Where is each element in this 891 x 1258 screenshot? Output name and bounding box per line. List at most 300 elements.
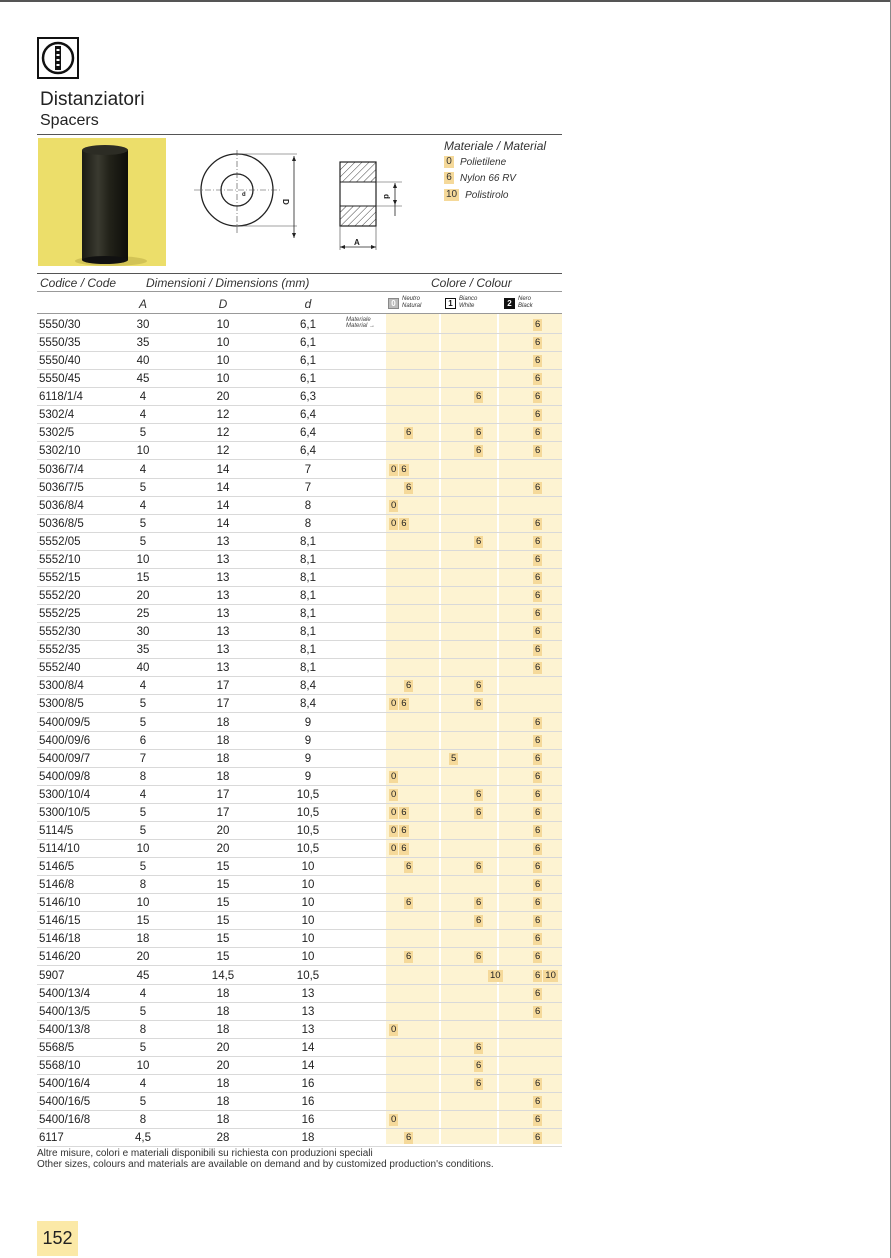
colour-black-materials [533, 970, 559, 982]
product-code: 5552/25 [39, 608, 81, 621]
drawing-label-D: D [281, 199, 290, 205]
dim-d-value: 6,4 [300, 409, 316, 422]
dim-A-value: 8 [139, 1114, 147, 1127]
dim-D-value: 10 [216, 355, 230, 368]
material-chip: 6 [535, 373, 541, 385]
table-row [37, 442, 562, 460]
colour-white-materials [488, 970, 504, 982]
dim-A-value: 30 [136, 319, 150, 331]
colour-black-materials [533, 1132, 543, 1144]
product-code: 5114/5 [39, 824, 74, 837]
colour-natural-materials [389, 771, 399, 783]
material-chip: 6 [476, 915, 482, 927]
material-chip: 6 [401, 698, 407, 710]
material-chip: 6 [535, 571, 541, 583]
dim-D-value: 13 [216, 644, 230, 657]
colour-black-materials [533, 789, 543, 801]
material-chip: 6 [476, 861, 482, 873]
dim-d-value: 8 [304, 499, 312, 512]
material-chip: 6 [476, 1077, 482, 1089]
colour-white-materials [474, 807, 484, 819]
colour-natural-materials [389, 843, 410, 855]
colour-white-materials [474, 391, 484, 403]
colour-black-materials [533, 572, 543, 584]
dim-A-value: 4 [139, 987, 147, 1000]
table-row [37, 587, 562, 605]
product-code: 5550/45 [39, 373, 81, 386]
page-title: Distanziatori [40, 89, 145, 110]
material-chip: 6 [476, 788, 482, 800]
table-row [37, 1111, 562, 1129]
dim-A-value: 5 [139, 698, 147, 711]
divider [37, 273, 562, 274]
dim-d-value: 10 [301, 879, 315, 892]
material-chip: 6 [535, 1096, 541, 1107]
dim-A-value: 20 [136, 590, 150, 603]
dim-d-value: 8,1 [300, 626, 316, 639]
table-row [37, 1003, 562, 1021]
colour-black-materials [533, 608, 543, 620]
product-code: 5400/16/4 [39, 1077, 91, 1090]
material-chip: 6 [535, 770, 541, 782]
material-chip: 6 [535, 879, 541, 891]
colour-white-materials [474, 1078, 484, 1090]
table-row [37, 1129, 562, 1147]
dim-D-value: 18 [216, 1077, 230, 1090]
table-row [37, 912, 562, 930]
product-code: 5568/5 [39, 1041, 75, 1054]
brand-logo-icon [37, 37, 79, 79]
dim-D-value: 15 [216, 951, 230, 964]
material-chip: 6 [476, 535, 482, 547]
dim-d-value: 14 [301, 1059, 315, 1072]
colour-natural-materials [404, 1132, 414, 1144]
material-chip: 6 [406, 951, 412, 963]
dim-D-value: 18 [216, 1023, 230, 1036]
material-chip: 0 [391, 1023, 397, 1035]
table-row [37, 659, 562, 677]
material-chip: 6 [401, 463, 407, 475]
dimensions-header: Dimensioni / Dimensions (mm) [146, 276, 310, 290]
colour-black-materials [533, 518, 543, 530]
dim-A-value: 8 [139, 1023, 147, 1036]
dim-D-value: 14,5 [211, 969, 235, 982]
spacer-photo-icon [38, 138, 166, 266]
colour-black-materials [533, 662, 543, 674]
dim-A-value: 4 [139, 391, 147, 404]
table-row [37, 424, 562, 442]
material-chip: 6 [406, 897, 412, 909]
colour-natural-materials [389, 807, 410, 819]
product-code: 6118/1/4 [39, 391, 83, 404]
colour-black-materials [533, 391, 543, 403]
dim-d-value: 13 [301, 987, 315, 1000]
dim-d-value: 8,1 [300, 590, 316, 603]
product-code: 5146/10 [39, 897, 81, 910]
divider [37, 291, 562, 292]
material-chip: 0 [391, 770, 397, 782]
material-chip: 10 [545, 969, 556, 981]
material-chip: 6 [535, 517, 541, 529]
colour-label-it: Bianco [459, 296, 478, 302]
material-chip: 6 [535, 734, 541, 746]
dim-D-value: 15 [216, 933, 230, 946]
colour-white-materials [474, 680, 484, 692]
colour-natural-materials [404, 482, 414, 494]
colour-black-materials [533, 879, 543, 891]
colour-natural-materials [404, 897, 414, 909]
material-chip: 6 [401, 806, 407, 818]
material-code: 6 [444, 172, 454, 184]
material-chip: 6 [535, 897, 541, 909]
colour-natural-materials [404, 861, 414, 873]
table-row [37, 858, 562, 876]
material-chip: 6 [535, 662, 541, 674]
colour-header: Colore / Colour [431, 276, 512, 290]
dim-A-value: 4 [139, 680, 147, 693]
material-chip: 6 [406, 481, 412, 493]
table-row [37, 822, 562, 840]
table-row [37, 714, 562, 732]
colour-white-materials [474, 427, 484, 439]
colour-black-header [504, 296, 558, 312]
colour-black-materials [533, 897, 543, 909]
dim-A-value: 4 [139, 499, 147, 512]
dim-A-value: 6 [139, 734, 147, 747]
colour-natural-materials [389, 1024, 399, 1036]
product-code: 5550/40 [39, 355, 81, 368]
dim-A-value: 30 [136, 626, 150, 639]
dim-A-value: 25 [136, 608, 150, 621]
material-code: 10 [446, 189, 458, 200]
material-chip: 0 [391, 517, 397, 529]
product-code: 5552/40 [39, 662, 81, 675]
dim-A-value: 10 [136, 445, 150, 458]
product-code: 5400/09/7 [39, 752, 91, 765]
colour-natural-materials [404, 951, 414, 963]
table-row [37, 985, 562, 1003]
colour-black-materials [533, 1114, 543, 1126]
material-chip: 6 [476, 951, 482, 963]
dim-A-value: 7 [139, 752, 147, 765]
colour-white-materials [474, 445, 484, 457]
material-chip: 6 [535, 861, 541, 873]
dim-A-value: 4,5 [135, 1132, 151, 1145]
material-chip: 6 [535, 626, 541, 638]
colour-natural-materials [389, 500, 399, 512]
material-chip: 10 [490, 969, 501, 981]
product-code: 5400/13/5 [39, 1005, 91, 1018]
material-chip: 0 [391, 499, 397, 511]
dim-d-value: 9 [304, 734, 312, 747]
colour-black-materials [533, 445, 543, 457]
dim-D-value: 10 [216, 373, 230, 386]
material-chip: 6 [535, 427, 541, 439]
colour-white-materials [474, 1060, 484, 1072]
colour-black-materials [533, 825, 543, 837]
table-row [37, 461, 562, 479]
dim-D-value: 17 [216, 680, 230, 693]
material-chip: 6 [476, 698, 482, 710]
dim-d-value: 10,5 [296, 843, 320, 856]
material-legend-item [444, 188, 508, 202]
table-row [37, 804, 562, 822]
product-code: 5146/5 [39, 861, 75, 874]
table-row [37, 840, 562, 858]
dim-D-value: 10 [216, 337, 230, 350]
product-code: 5400/09/6 [39, 734, 91, 747]
dim-A-value: 4 [139, 788, 147, 801]
dim-D-value: 20 [216, 1041, 230, 1054]
dim-D-value: 14 [216, 463, 230, 476]
dim-A-value: 10 [136, 553, 150, 566]
dim-d-value: 16 [301, 1096, 315, 1108]
table-row [37, 370, 562, 388]
material-chip: 6 [406, 861, 412, 873]
dim-D-value: 18 [216, 1114, 230, 1127]
table-row [37, 316, 562, 334]
colour-natural-materials [389, 518, 410, 530]
material-chip: 6 [535, 319, 541, 330]
dim-d-value: 6,1 [300, 337, 316, 350]
colour-black-materials [533, 427, 543, 439]
product-code: 5036/7/5 [39, 481, 84, 494]
product-code: 5552/30 [39, 626, 81, 639]
table-row [37, 605, 562, 623]
material-chip: 6 [535, 824, 541, 836]
colour-white-materials [474, 861, 484, 873]
dim-A-value: 4 [139, 1077, 147, 1090]
product-code: 5400/09/5 [39, 716, 91, 729]
material-chip: 6 [535, 1132, 541, 1144]
colour-box-black: 2 [504, 298, 515, 309]
colour-box-natural: 0 [388, 298, 399, 309]
material-chip: 6 [535, 806, 541, 818]
dim-d-value: 10 [301, 915, 315, 928]
dim-d-value: 16 [301, 1114, 315, 1127]
dim-d-value: 10 [301, 951, 315, 964]
material-code: 0 [444, 156, 454, 168]
colour-label-it: Neutro [402, 296, 421, 302]
dim-A-value: 10 [136, 1059, 150, 1072]
dim-d-value: 8,1 [300, 553, 316, 566]
material-label: Polistirolo [465, 189, 509, 201]
colour-label-black [518, 296, 533, 310]
material-chip: 6 [535, 391, 541, 403]
dim-d-value: 9 [304, 716, 312, 729]
material-chip: 6 [406, 1132, 412, 1144]
colour-black-materials [533, 807, 543, 819]
colour-label-natural [402, 296, 421, 310]
table-row [37, 352, 562, 370]
table-row [37, 948, 562, 966]
dim-D-value: 13 [216, 626, 230, 639]
colour-natural-materials [389, 1114, 399, 1126]
product-code: 5146/8 [39, 879, 75, 892]
dim-D-value: 12 [216, 427, 230, 440]
product-code: 5302/4 [39, 409, 75, 422]
dim-d-value: 8,1 [300, 535, 316, 548]
drawing-label-d-inner: d [242, 192, 246, 198]
product-code: 5907 [39, 969, 65, 982]
material-chip: 6 [535, 608, 541, 620]
colour-black-materials [533, 319, 543, 331]
dim-A-value: 40 [136, 662, 150, 675]
dim-D-value: 18 [216, 770, 230, 783]
table-row [37, 1021, 562, 1039]
table-row [37, 768, 562, 786]
material-label: Nylon 66 RV [460, 172, 516, 184]
colour-black-materials [533, 861, 543, 873]
table-row [37, 732, 562, 750]
dim-D-value: 17 [216, 788, 230, 801]
dim-d-value: 6,4 [300, 427, 316, 440]
divider [37, 134, 562, 135]
colour-white-materials [474, 897, 484, 909]
product-photo [38, 138, 166, 266]
material-chip: 6 [535, 535, 541, 547]
table-row [37, 551, 562, 569]
dim-d-value: 18 [301, 1132, 315, 1145]
material-chip: 6 [401, 824, 407, 836]
product-code: 5146/15 [39, 915, 81, 928]
material-chip: 6 [535, 590, 541, 602]
table-row [37, 894, 562, 912]
page-number: 152 [37, 1221, 78, 1256]
dim-d-value: 6,1 [300, 373, 316, 386]
dim-D-value: 20 [216, 843, 230, 856]
colour-white-materials [474, 915, 484, 927]
dim-D-value: 17 [216, 806, 230, 819]
dim-A-value: 20 [136, 951, 150, 964]
dim-header-d: d [304, 297, 312, 311]
colour-white-materials [474, 698, 484, 710]
material-chip: 0 [391, 806, 397, 818]
dim-d-value: 6,1 [300, 355, 316, 368]
dim-d-value: 16 [301, 1077, 315, 1090]
dim-D-value: 18 [216, 1005, 230, 1018]
material-chip: 6 [535, 1077, 541, 1089]
product-code: 5036/8/5 [39, 517, 84, 530]
material-chip: 6 [476, 680, 482, 692]
dim-d-value: 13 [301, 1005, 315, 1018]
colour-label-it: Nero [518, 296, 532, 302]
dim-d-value: 10,5 [296, 824, 320, 837]
colour-black-materials [533, 337, 543, 349]
colour-black-materials [533, 1006, 543, 1018]
dim-D-value: 18 [216, 734, 230, 747]
material-legend-title: Materiale / Material [444, 139, 547, 153]
material-chip: 6 [401, 517, 407, 529]
material-chip: 6 [476, 897, 482, 909]
colour-black-materials [533, 626, 543, 638]
product-code: 5036/8/4 [39, 499, 84, 512]
material-chip: 6 [535, 788, 541, 800]
dim-D-value: 13 [216, 590, 230, 603]
table-row [37, 334, 562, 352]
colour-label-en: Natural [402, 303, 422, 309]
dim-A-value: 15 [136, 915, 150, 928]
dim-D-value: 20 [216, 1059, 230, 1072]
dim-A-value: 5 [139, 427, 147, 440]
dim-D-value: 15 [216, 897, 230, 910]
product-code: 5568/10 [39, 1059, 81, 1072]
dim-d-value: 10,5 [296, 969, 320, 982]
material-chip: 6 [476, 806, 482, 818]
code-column-header: Codice / Code [40, 276, 117, 290]
table-row [37, 876, 562, 894]
technical-drawing [190, 150, 420, 260]
colour-white-materials [474, 536, 484, 548]
drawing-label-d: d [382, 194, 391, 199]
dim-header-D: D [218, 297, 228, 311]
table-row [37, 641, 562, 659]
colour-natural-materials [389, 464, 410, 476]
table-row [37, 1075, 562, 1093]
colour-black-materials [533, 915, 543, 927]
table-row [37, 533, 562, 551]
dim-A-value: 5 [139, 861, 147, 874]
colour-label-white [459, 296, 477, 310]
material-chip: 6 [476, 1041, 482, 1053]
dim-d-value: 8,1 [300, 644, 316, 657]
table-row [37, 967, 562, 985]
dim-A-value: 45 [136, 373, 150, 386]
dim-d-value: 8,1 [300, 608, 316, 621]
dim-d-value: 10,5 [296, 788, 320, 801]
dim-D-value: 14 [216, 481, 230, 494]
dim-A-value: 40 [136, 355, 150, 368]
dim-A-value: 8 [139, 879, 147, 892]
table-row [37, 1039, 562, 1057]
table-row [37, 388, 562, 406]
table-row [37, 497, 562, 515]
colour-black-materials [533, 717, 543, 729]
dim-d-value: 6,3 [300, 391, 316, 404]
table-row [37, 479, 562, 497]
material-chip: 6 [535, 355, 541, 367]
dim-d-value: 6,4 [300, 445, 316, 458]
material-chip: 6 [535, 987, 541, 999]
colour-natural-materials [389, 825, 410, 837]
product-code: 5552/20 [39, 590, 81, 603]
colour-natural-materials [389, 698, 410, 710]
dim-header-A: A [138, 297, 147, 311]
colour-black-materials [533, 373, 543, 385]
material-chip: 0 [391, 843, 397, 855]
product-code: 5552/05 [39, 535, 81, 548]
dim-d-value: 9 [304, 752, 312, 765]
dim-A-value: 5 [139, 1005, 147, 1018]
product-code: 5400/13/4 [39, 987, 91, 1000]
material-chip: 6 [476, 445, 482, 457]
dim-D-value: 10 [216, 319, 230, 331]
material-chip: 6 [535, 1005, 541, 1017]
colour-white-materials [474, 1042, 484, 1054]
colour-label-en: Black [518, 303, 533, 309]
product-code: 5400/13/8 [39, 1023, 91, 1036]
dim-d-value: 8 [304, 517, 312, 530]
dim-A-value: 5 [139, 481, 147, 494]
product-code: 5550/30 [39, 319, 81, 331]
colour-white-materials [474, 789, 484, 801]
colour-white-materials [449, 753, 459, 765]
dim-D-value: 15 [216, 915, 230, 928]
table-row [37, 1093, 562, 1111]
page-subtitle: Spacers [40, 112, 99, 129]
dim-d-value: 7 [304, 481, 312, 494]
product-code: 5400/09/8 [39, 770, 91, 783]
